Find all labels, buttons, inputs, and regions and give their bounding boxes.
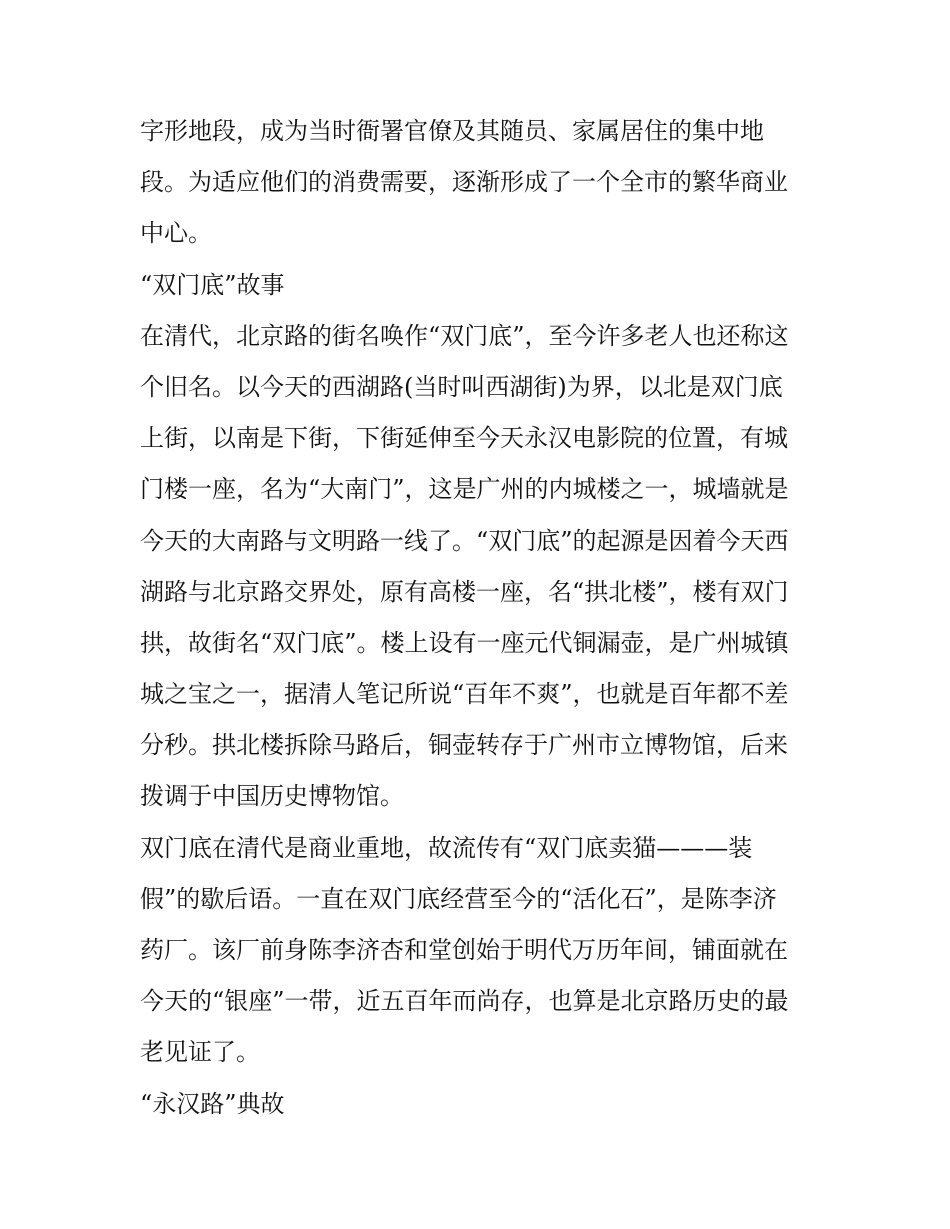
text-line: 在清代，北京路的街名唤作“双门底”，至今许多老人也还称这	[140, 321, 789, 350]
text-line: 拨调于中国历史博物馆。	[140, 782, 404, 811]
section-heading: “双门底”故事	[140, 270, 285, 299]
text-line: 双门底在清代是商业重地，故流传有“双门底卖猫———装	[140, 833, 753, 862]
text-line: 老见证了。	[140, 1038, 260, 1067]
document-page	[140, 106, 820, 1130]
text-line: 药厂。该厂前身陈李济杏和堂创始于明代万历年间，铺面就在	[140, 936, 788, 964]
text-line: 个旧名。以今天的西湖路(当时叫西湖街)为界，以北是双门底	[140, 372, 783, 401]
text-line: 城之宝之一，据清人笔记所说“百年不爽”，也就是百年都不差	[140, 680, 789, 709]
text-line: 湖路与北京路交界处，原有高楼一座，名“拱北楼”，楼有双门	[140, 577, 789, 606]
text-line: 拱，故街名“双门底”。楼上设有一座元代铜漏壶，是广州城镇	[140, 628, 789, 657]
text-line: 上街，以南是下街，下街延伸至今天永汉电影院的位置，有城	[140, 424, 788, 453]
text-line: 中心。	[140, 219, 212, 248]
text-line: 字形地段，成为当时衙署官僚及其随员、家属居住的集中地	[140, 117, 764, 145]
text-line: 段。为适应他们的消费需要，逐渐形成了一个全市的繁华商业	[140, 168, 788, 197]
text-line: 今天的“银座”一带，近五百年而尚存，也算是北京路历史的最	[140, 987, 789, 1016]
section-heading: “永汉路”典故	[140, 1089, 285, 1118]
text-line: 门楼一座，名为“大南门”，这是广州的内城楼之一，城墙就是	[140, 475, 789, 504]
text-line: 分秒。拱北楼拆除马路后，铜壶转存于广州市立博物馆，后来	[140, 731, 788, 760]
text-line: 今天的大南路与文明路一线了。“双门底”的起源是因着今天西	[140, 526, 789, 555]
text-line: 假”的歇后语。一直在双门底经营至今的“活化石”，是陈李济	[140, 884, 777, 913]
